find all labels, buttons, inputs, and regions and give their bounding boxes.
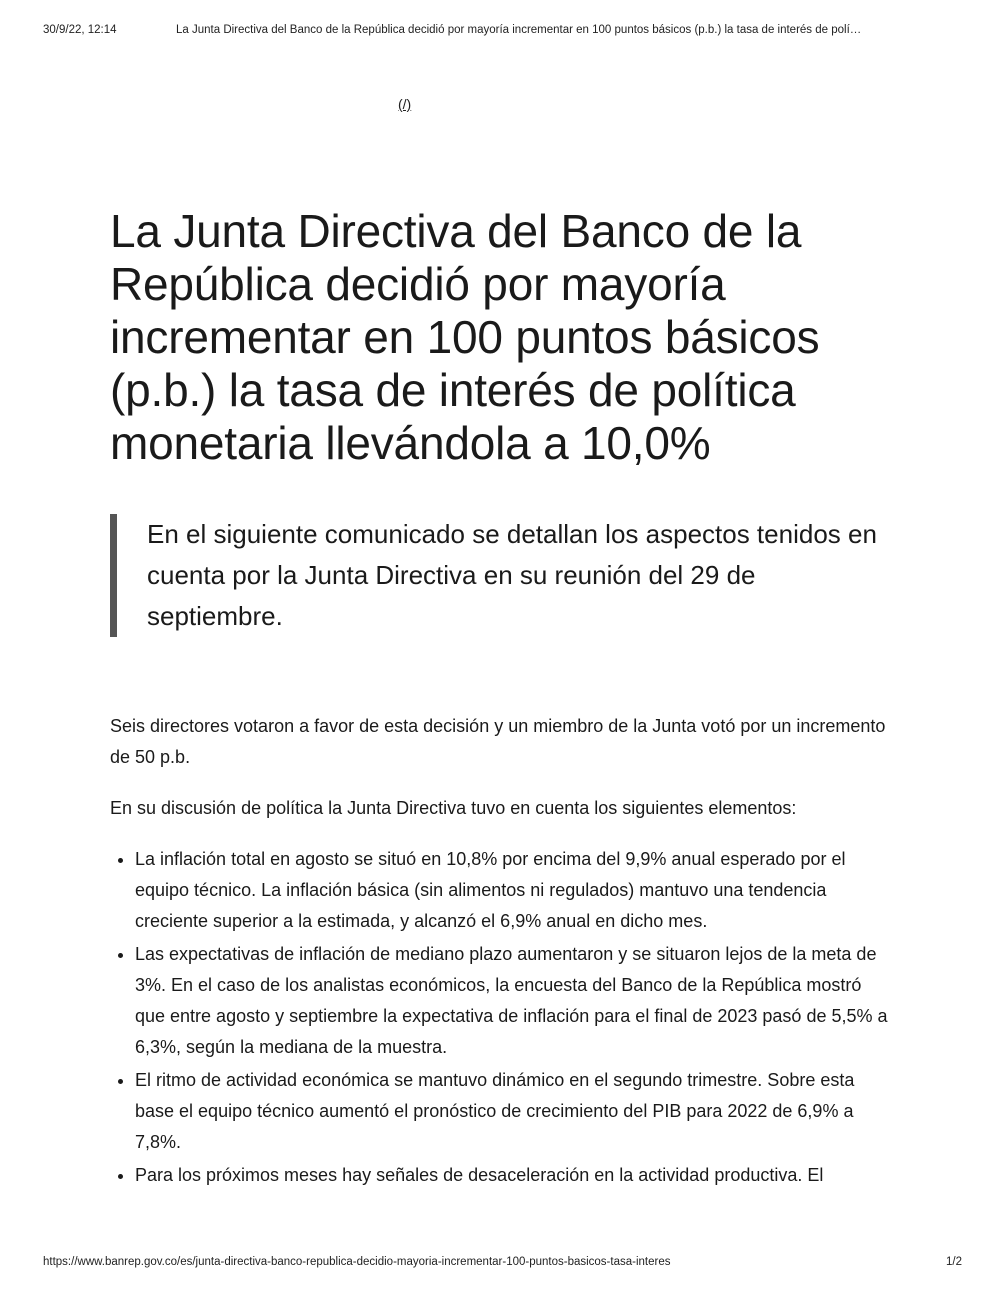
print-document-title: La Junta Directiva del Banco de la República decidió por mayoría incrementar en 100 puntos básicos (p.b.) la tasa de interés de polí… — [176, 24, 862, 36]
list-item: • Las expectativas de inflación de mediano plazo aumentaron y se situaron lejos de la meta de 3%. En el caso de los analistas económicos, la encuesta del Banco de la República mostró que entre agosto y septiembre la expectativa de inflación para el final de 2023 pasó de 5,5% a 6,3%, según la mediana de la muestra. — [135, 939, 890, 1063]
elements-list — [110, 844, 890, 1191]
print-header — [43, 24, 962, 36]
paragraph-votes: Seis directores votaron a favor de esta decisión y un miembro de la Junta votó por un incremento de 50 p.b. — [110, 716, 886, 767]
list-item: • Para los próximos meses hay señales de desaceleración en la actividad productiva. El — [135, 1160, 890, 1191]
page-break-mask — [0, 1205, 1000, 1245]
paragraph-elements-intro: En su discusión de política la Junta Directiva tuvo en cuenta los siguientes elementos: — [110, 798, 797, 818]
print-url: https://www.banrep.gov.co/es/junta-directiva-banco-republica-decidio-mayoria-incrementar-100-puntos-basicos-tasa-interes — [43, 1256, 671, 1268]
article-headline: La Junta Directiva del Banco de la República decidió por mayoría incrementar en 100 puntos básicos (p.b.) la tasa de interés de política monetaria llevándola a 10,0% — [110, 205, 820, 469]
list-item: • El ritmo de actividad económica se mantuvo dinámico en el segundo trimestre. Sobre esta base el equipo técnico aumentó el pronóstico de crecimiento del PIB para 2022 de 6,9% a 7,8%. — [135, 1065, 890, 1158]
print-footer — [43, 1256, 962, 1268]
article-lead-quote: En el siguiente comunicado se detallan los aspectos tenidos en cuenta por la Junta Directiva en su reunión del 29 de septiembre. — [110, 514, 890, 637]
article — [110, 205, 890, 1193]
print-datetime: 30/9/22, 12:14 — [43, 24, 117, 36]
page-number: 1/2 — [946, 1256, 962, 1268]
home-logo-link[interactable]: (/) — [398, 96, 412, 112]
list-item: • La inflación total en agosto se situó en 10,8% por encima del 9,9% anual esperado por el equipo técnico. La inflación básica (sin alimentos ni regulados) mantuvo una tendencia creciente superior a la estimada, y alcanzó el 6,9% anual en dicho mes. — [135, 844, 890, 937]
article-body — [110, 711, 890, 1191]
